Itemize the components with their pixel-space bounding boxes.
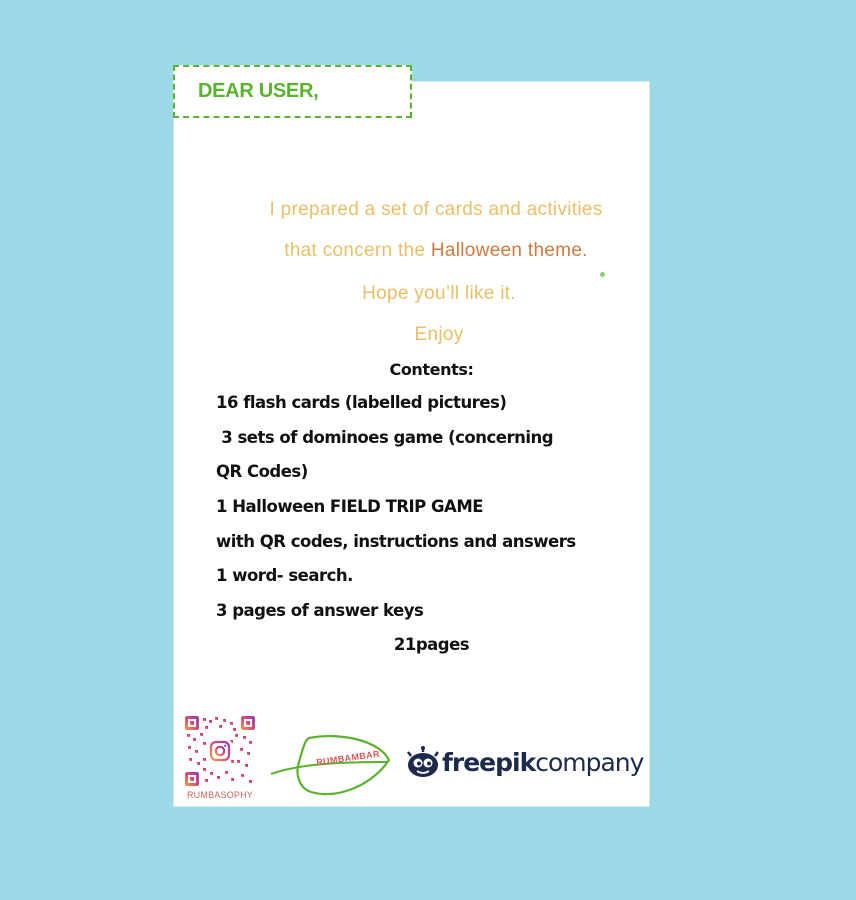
header-box xyxy=(173,65,412,118)
leaf-logo xyxy=(269,734,394,800)
message-line-2-text: that concern the xyxy=(284,240,431,261)
message-line-4: Enjoy xyxy=(414,324,464,345)
leaf-logo-label: RUMBAMBAR xyxy=(315,748,381,768)
contents-item: 1 word- search. xyxy=(216,566,353,585)
qr-label: RUMBASOPHY xyxy=(186,790,253,800)
message-line-1: I prepared a set of cards and activities xyxy=(269,199,603,220)
contents-item: 3 sets of dominoes game (concerning xyxy=(216,428,554,447)
document-page xyxy=(173,81,650,807)
contents-item: 3 pages of answer keys xyxy=(216,601,424,620)
contents-item: with QR codes, instructions and answers xyxy=(216,532,576,551)
instagram-qr-code[interactable] xyxy=(185,716,255,786)
message-line-2 xyxy=(206,240,666,262)
freepik-company-wordmark xyxy=(442,748,643,777)
contents-title: Contents: xyxy=(389,360,474,379)
page-title: DEAR USER, xyxy=(198,80,319,102)
contents-item: 1 Halloween FIELD TRIP GAME xyxy=(216,497,484,516)
contents-item: 16 flash cards (labelled pictures) xyxy=(216,393,507,412)
freepik-wordmark-bold: freepik xyxy=(442,748,536,777)
message-line-3: Hope you’ll like it. xyxy=(362,283,516,304)
contents-item: QR Codes) xyxy=(216,462,308,481)
halloween-theme-highlight: Halloween theme. xyxy=(430,240,588,261)
freepik-mascot-icon xyxy=(407,746,439,780)
page-count: 21pages xyxy=(393,635,470,654)
decorative-dot xyxy=(600,272,605,277)
freepik-wordmark-light: company xyxy=(535,748,644,777)
